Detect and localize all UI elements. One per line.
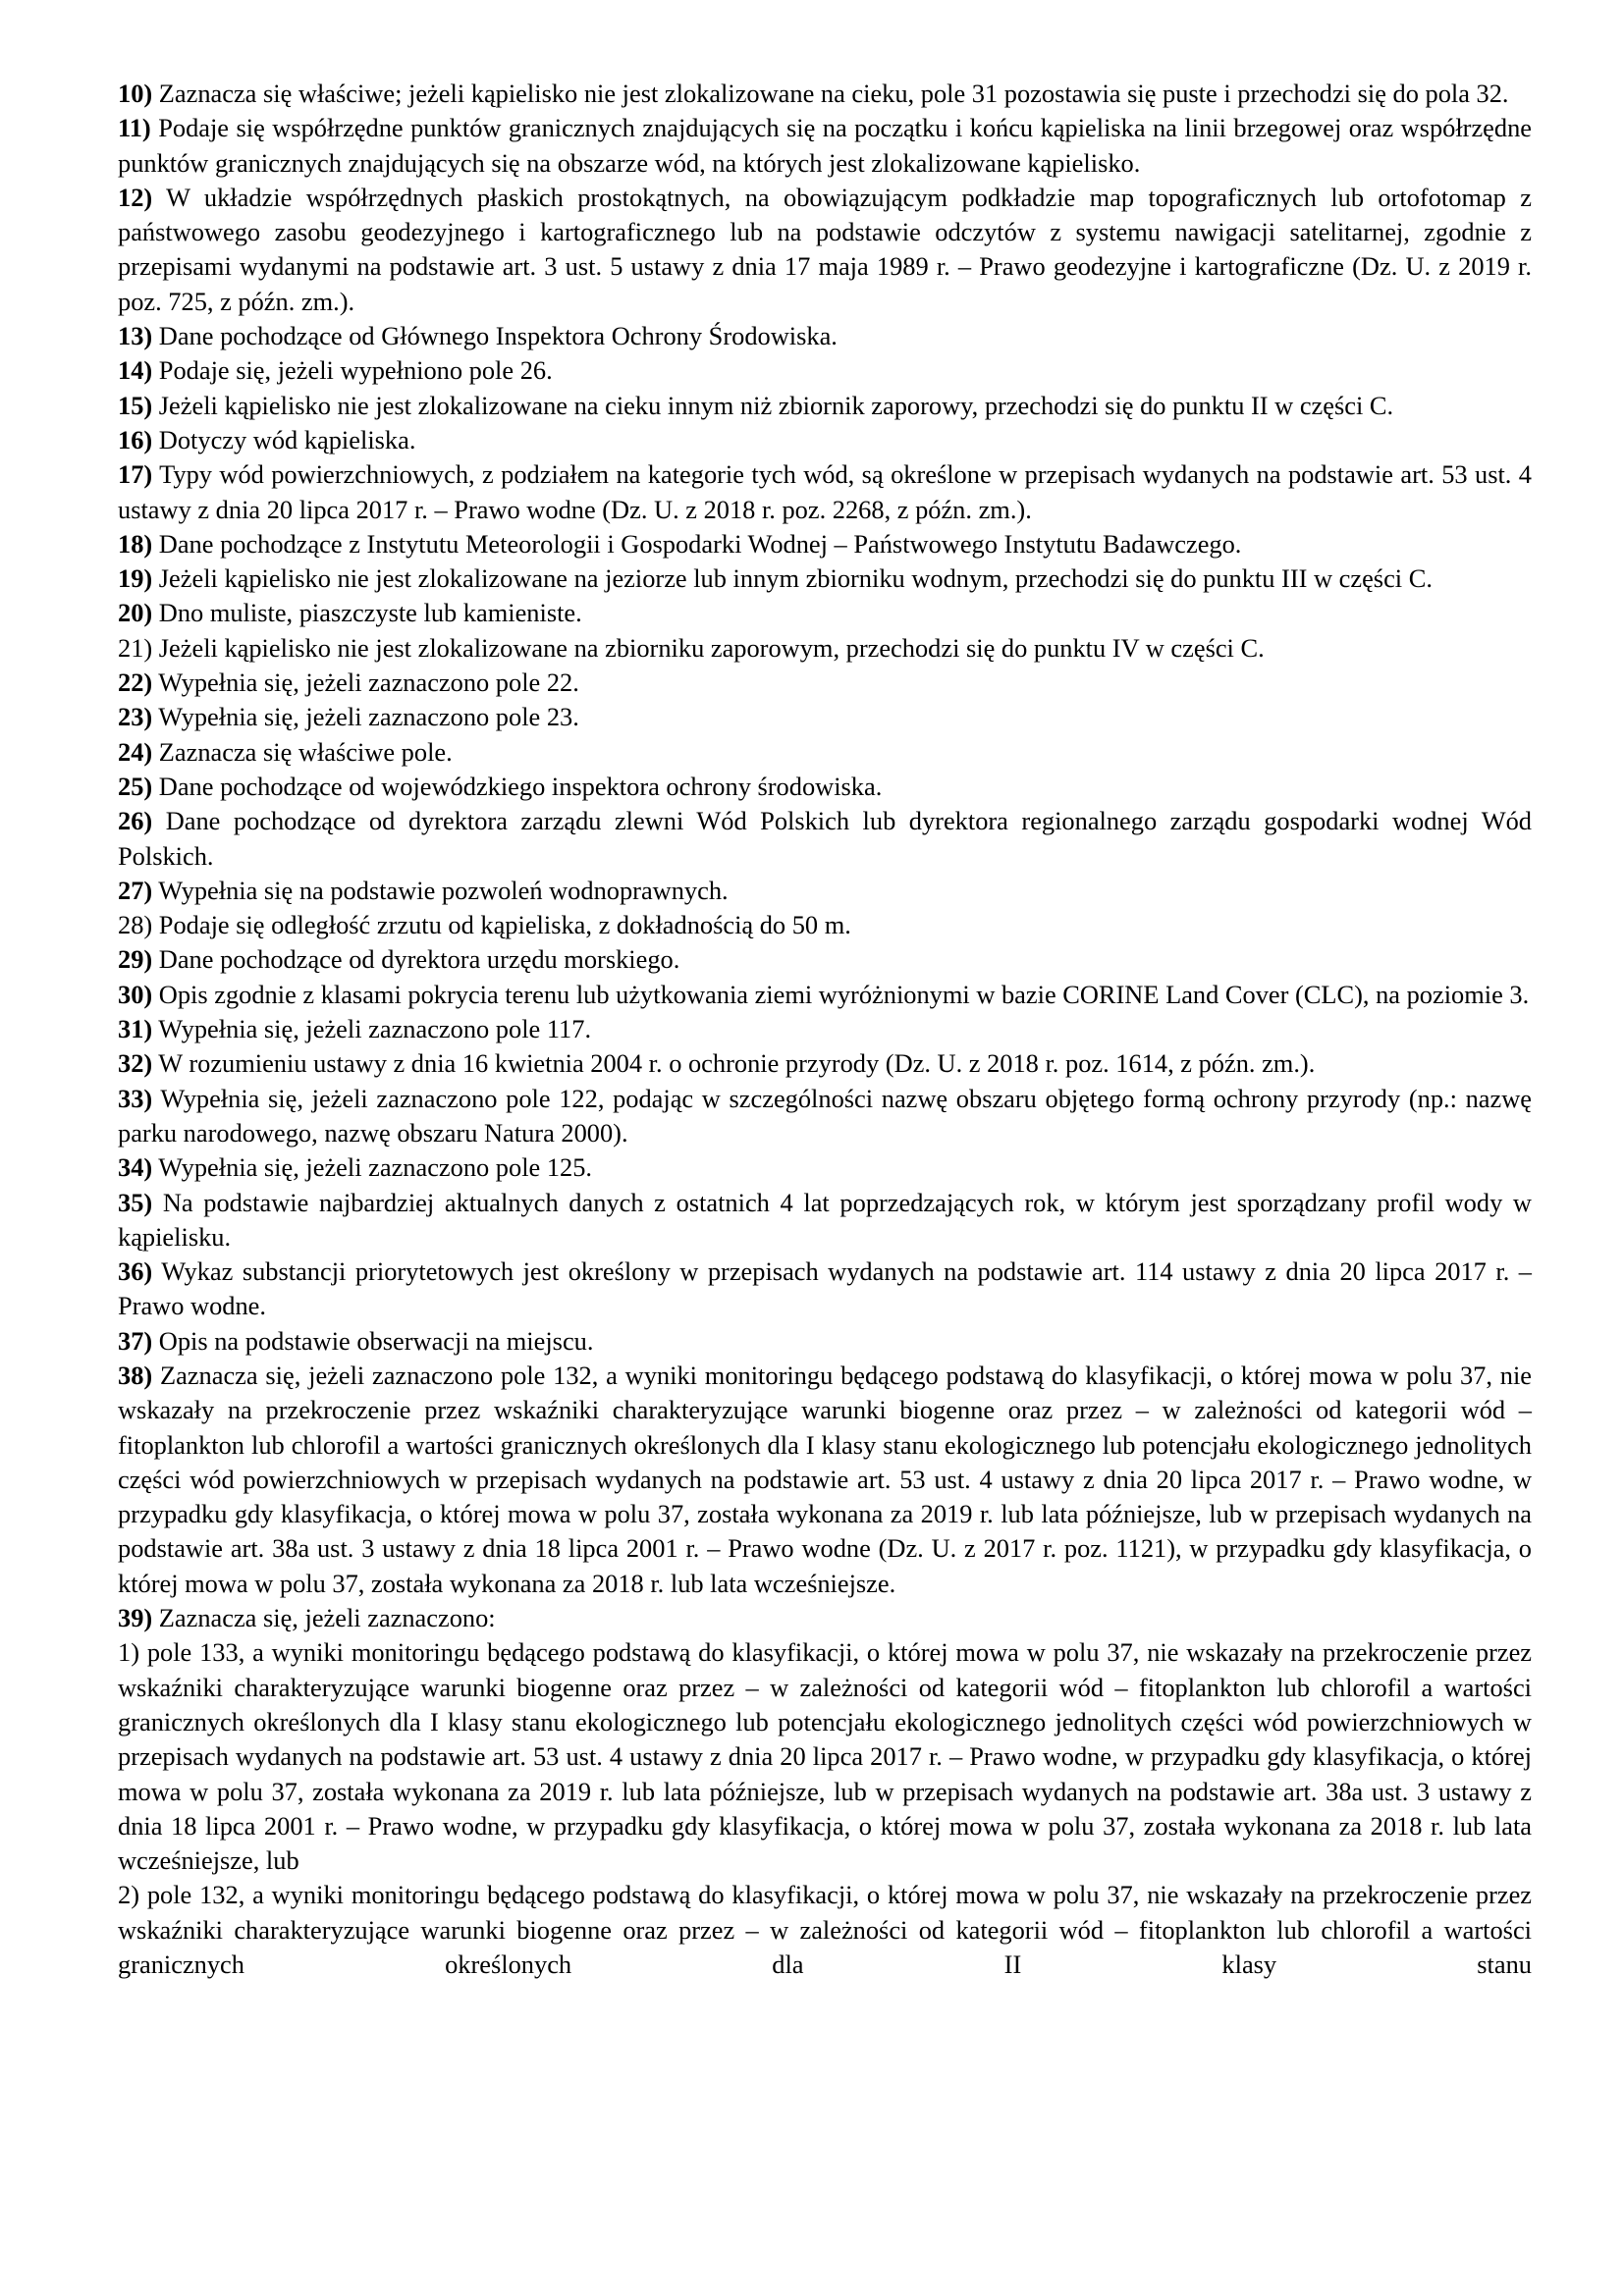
footnote xyxy=(118,596,1532,630)
footnote-number: 23) xyxy=(118,702,153,732)
footnote xyxy=(118,1324,1532,1359)
footnote-text: Wypełnia się, jeżeli zaznaczono pole 117. xyxy=(152,1014,592,1044)
footnote-number: 34) xyxy=(118,1152,153,1183)
footnote xyxy=(118,527,1532,561)
footnote-number: 27) xyxy=(118,875,153,905)
footnote-text: Wypełnia się, jeżeli zaznaczono pole 125. xyxy=(152,1152,593,1183)
footnote-text: Podaje się współrzędne punktów granicznych znajdujących się na początku i końcu kąpieliska na linii brzegowej oraz współrzędne punktów granicznych znajdujących się na obszarze wód, na których jest zlokalizowane kąpielisko. xyxy=(118,113,1532,178)
footnote-text: Zaznacza się właściwe pole. xyxy=(152,736,453,767)
footnote xyxy=(118,666,1532,700)
footnote-number: 10) xyxy=(118,79,153,108)
footnote xyxy=(118,874,1532,908)
footnote-number: 38) xyxy=(118,1360,153,1390)
footnote-number: 14) xyxy=(118,355,153,386)
footnote xyxy=(118,1012,1532,1046)
footnote-text: Na podstawie najbardziej aktualnych danych z ostatnich 4 lat poprzedzających rok, w którym jest sporządzany profil wody w kąpielisku. xyxy=(118,1187,1532,1252)
footnote-number: 39) xyxy=(118,1603,153,1633)
footnote xyxy=(118,1601,1532,1635)
footnote-number: 30) xyxy=(118,979,153,1009)
footnote-text: Typy wód powierzchniowych, z podziałem na kategorie tych wód, są określone w przepisach wydanych na podstawie art. 53 ust. 4 ustawy z dnia 20 lipca 2017 r. – Prawo wodne (Dz. U. z 2018 r. poz. 2268, z późn. zm.). xyxy=(118,459,1532,524)
footnote-text: Dane pochodzące od wojewódzkiego inspektora ochrony środowiska. xyxy=(152,771,883,801)
footnote-number: 17) xyxy=(118,459,153,490)
footnote-text: Podaje się odległość zrzutu od kąpieliska, z dokładnością do 50 m. xyxy=(152,910,851,940)
footnote-text: Jeżeli kąpielisko nie jest zlokalizowane na zbiorniku zaporowym, przechodzi się do punktu IV w części C. xyxy=(152,632,1265,663)
footnote xyxy=(118,77,1532,111)
footnote-text: Jeżeli kąpielisko nie jest zlokalizowane na jeziorze lub innym zbiorniku wodnym, przechodzi się do punktu III w części C. xyxy=(152,563,1433,594)
footnote xyxy=(118,1046,1532,1081)
footnote-text: pole 133, a wyniki monitoringu będącego podstawą do klasyfikacji, o której mowa w polu 37, nie wskazały na przekroczenie przez wskaźniki charakteryzujące warunki biogenne oraz przez – w zależności od kategorii wód – fitoplankton lub chlorofil a wartości granicznych określonych dla I klasy stanu ekologicznego lub potencjału ekologicznego jednolitych części wód powierzchniowych w przepisach wydanych na podstawie art. 53 ust. 4 ustawy z dnia 20 lipca 2017 r. – Prawo wodne, w przypadku gdy klasyfikacja, o której mowa w polu 37, została wykonana za 2019 r. lub lata późniejsze, lub w przepisach wydanych na podstawie art. 38a ust. 3 ustawy z dnia 18 lipca 2001 r. – Prawo wodne, w przypadku gdy klasyfikacja, o której mowa w polu 37, została wykonana za 2018 r. lub lata wcześniejsze, lub xyxy=(118,1637,1532,1876)
footnote-text: Dane pochodzące od Głównego Inspektora Ochrony Środowiska. xyxy=(152,321,838,351)
footnotes-page xyxy=(118,77,1532,1982)
footnote-number: 32) xyxy=(118,1048,153,1079)
footnote-text: pole 132, a wyniki monitoringu będącego podstawą do klasyfikacji, o której mowa w polu 37, nie wskazały na przekroczenie przez wskaźniki charakteryzujące warunki biogenne oraz przez – w zależności od kategorii wód – fitoplankton lub chlorofil a wartości granicznych określonych dla II klasy stanu xyxy=(118,1880,1532,1980)
footnote xyxy=(118,1150,1532,1185)
footnote-number: 18) xyxy=(118,528,153,559)
footnote xyxy=(118,1359,1532,1601)
footnote xyxy=(118,700,1532,734)
footnote-text: Wypełnia się, jeżeli zaznaczono pole 23. xyxy=(152,702,579,732)
footnote xyxy=(118,804,1532,874)
footnote-number: 26) xyxy=(118,806,153,836)
footnote-number: 24) xyxy=(118,736,153,767)
footnote-number: 35) xyxy=(118,1187,153,1217)
footnote-number: 28) xyxy=(118,910,153,940)
footnote-text: Podaje się, jeżeli wypełniono pole 26. xyxy=(152,355,553,386)
footnote-text: Jeżeli kąpielisko nie jest zlokalizowane na cieku innym niż zbiornik zaporowy, przechodzi się do punktu II w części C. xyxy=(152,390,1394,420)
footnote-text: W układzie współrzędnych płaskich prostokątnych, na obowiązującym podkładzie map topograficznych lub ortofotomap z państwowego zasobu geodezyjnego i kartograficznego lub na podstawie odczytów z systemu nawigacji satelitarnej, zgodnie z przepisami wydanymi na podstawie art. 3 ust. 5 ustawy z dnia 17 maja 1989 r. – Prawo geodezyjne i kartograficzne (Dz. U. z 2019 r. poz. 725, z późn. zm.). xyxy=(118,182,1532,316)
footnote xyxy=(118,1255,1532,1324)
footnote xyxy=(118,942,1532,977)
footnote xyxy=(118,978,1532,1012)
footnote-number: 36) xyxy=(118,1256,153,1287)
footnote xyxy=(118,111,1532,181)
footnote-text: Dno muliste, piaszczyste lub kamieniste. xyxy=(152,598,582,628)
footnote-number: 2) xyxy=(118,1880,139,1910)
footnote xyxy=(118,631,1532,666)
footnote-number: 13) xyxy=(118,321,153,351)
footnote-text: Wypełnia się, jeżeli zaznaczono pole 122, podając w szczególności nazwę obszaru objętego formą ochrony przyrody (np.: nazwę parku narodowego, nazwę obszaru Natura 2000). xyxy=(118,1083,1532,1148)
footnote-text: W rozumieniu ustawy z dnia 16 kwietnia 2004 r. o ochronie przyrody (Dz. U. z 2018 r. poz. 1614, z późn. zm.). xyxy=(152,1048,1316,1079)
footnote xyxy=(118,319,1532,353)
footnote xyxy=(118,1082,1532,1151)
footnote xyxy=(118,423,1532,457)
footnote xyxy=(118,1635,1532,1878)
footnote xyxy=(118,735,1532,770)
footnote-number: 33) xyxy=(118,1083,153,1113)
footnote-text: Zaznacza się właściwe; jeżeli kąpielisko nie jest zlokalizowane na cieku, pole 31 pozostawia się puste i przechodzi się do pola 32. xyxy=(152,79,1509,108)
footnote-text: Opis zgodnie z klasami pokrycia terenu lub użytkowania ziemi wyróżnionymi w bazie CORINE Land Cover (CLC), na poziomie 3. xyxy=(152,979,1530,1009)
footnote-number: 21) xyxy=(118,632,153,663)
footnote xyxy=(118,457,1532,527)
footnote-number: 15) xyxy=(118,390,153,420)
footnote-number: 25) xyxy=(118,771,153,801)
footnote-text: Opis na podstawie obserwacji na miejscu. xyxy=(152,1325,594,1356)
footnote-text: Dane pochodzące od dyrektora urzędu morskiego. xyxy=(152,944,680,975)
footnote-text: Zaznacza się, jeżeli zaznaczono pole 132, a wyniki monitoringu będącego podstawą do klasyfikacji, o której mowa w polu 37, nie wskazały na przekroczenie przez wskaźniki charakteryzujące warunki biogenne oraz przez – w zależności od kategorii wód – fitoplankton lub chlorofil a wartości granicznych określonych dla I klasy stanu ekologicznego lub potencjału ekologicznego jednolitych części wód powierzchniowych w przepisach wydanych na podstawie art. 53 ust. 4 ustawy z dnia 20 lipca 2017 r. – Prawo wodne, w przypadku gdy klasyfikacja, o której mowa w polu 37, została wykonana za 2019 r. lub lata późniejsze, lub w przepisach wydanych na podstawie art. 38a ust. 3 ustawy z dnia 18 lipca 2001 r. – Prawo wodne (Dz. U. z 2017 r. poz. 1121), w przypadku gdy klasyfikacja, o której mowa w polu 37, została wykonana za 2018 r. lub lata wcześniejsze. xyxy=(118,1360,1532,1598)
footnote-number: 16) xyxy=(118,424,153,454)
footnote-text: Wykaz substancji priorytetowych jest określony w przepisach wydanych na podstawie art. 114 ustawy z dnia 20 lipca 2017 r. – Prawo wodne. xyxy=(118,1256,1532,1321)
footnote-number: 37) xyxy=(118,1325,153,1356)
footnote-text: Wypełnia się, jeżeli zaznaczono pole 22. xyxy=(152,667,579,698)
footnote-number: 11) xyxy=(118,113,151,143)
footnote xyxy=(118,561,1532,596)
footnote-text: Dotyczy wód kąpieliska. xyxy=(152,424,416,454)
footnote-number: 12) xyxy=(118,182,153,212)
footnote xyxy=(118,908,1532,942)
footnote xyxy=(118,389,1532,423)
footnote-text: Dane pochodzące z Instytutu Meteorologii i Gospodarki Wodnej – Państwowego Instytutu Badawczego. xyxy=(152,528,1242,559)
footnote xyxy=(118,1878,1532,1982)
footnote-number: 31) xyxy=(118,1014,153,1044)
footnote-number: 22) xyxy=(118,667,153,698)
footnote-text: Wypełnia się na podstawie pozwoleń wodnoprawnych. xyxy=(152,875,729,905)
footnote-number: 19) xyxy=(118,563,153,594)
footnote xyxy=(118,1186,1532,1255)
footnote-number: 1) xyxy=(118,1637,139,1668)
footnote-text: Dane pochodzące od dyrektora zarządu zlewni Wód Polskich lub dyrektora regionalnego zarządu gospodarki wodnej Wód Polskich. xyxy=(118,806,1532,871)
footnote xyxy=(118,181,1532,319)
footnote-text: Zaznacza się, jeżeli zaznaczono: xyxy=(152,1603,496,1633)
footnote-number: 29) xyxy=(118,944,153,975)
footnote-number: 20) xyxy=(118,598,153,628)
footnote xyxy=(118,770,1532,804)
footnote xyxy=(118,353,1532,388)
